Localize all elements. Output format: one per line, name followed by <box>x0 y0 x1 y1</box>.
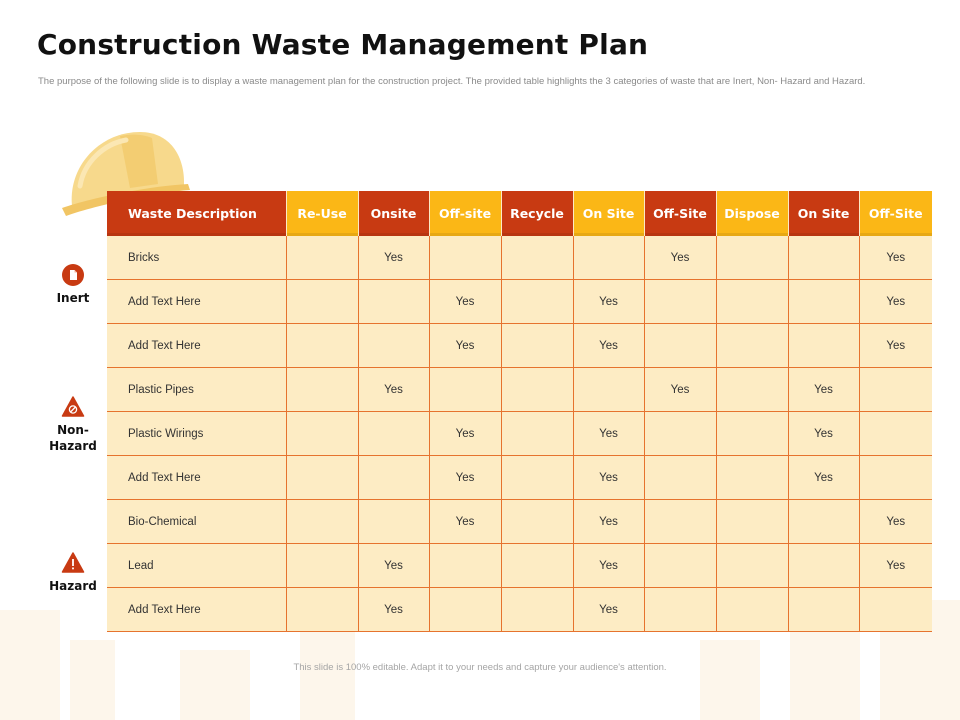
page-title: Construction Waste Management Plan <box>37 28 649 61</box>
table-cell <box>788 280 859 324</box>
column-header: On Site <box>788 191 859 236</box>
table-cell <box>716 500 788 544</box>
table-cell <box>788 236 859 280</box>
table-cell <box>644 456 716 500</box>
table-cell <box>286 324 358 368</box>
exclamation-warning-icon <box>60 552 86 574</box>
table-cell <box>501 412 573 456</box>
waste-description-cell: Add Text Here <box>107 280 286 324</box>
table-cell <box>644 500 716 544</box>
table-cell <box>429 236 501 280</box>
table-cell: Yes <box>644 236 716 280</box>
category-inert-label: Inert <box>56 291 90 305</box>
table-cell <box>286 456 358 500</box>
table-cell <box>286 280 358 324</box>
category-non-hazard <box>38 396 108 454</box>
table-cell <box>429 588 501 632</box>
table-cell: Yes <box>573 456 644 500</box>
footer-note: This slide is 100% editable. Adapt it to your needs and capture your audience's attention. <box>293 662 667 673</box>
table-cell <box>501 236 573 280</box>
table-cell: Yes <box>429 412 501 456</box>
table-cell: Yes <box>429 500 501 544</box>
table-cell: Yes <box>859 324 932 368</box>
table-row <box>107 588 932 632</box>
table-cell <box>573 368 644 412</box>
table-cell <box>358 280 429 324</box>
category-hazard <box>38 552 108 594</box>
table-cell <box>859 412 932 456</box>
table-cell <box>358 456 429 500</box>
table-cell <box>716 412 788 456</box>
table-cell <box>358 324 429 368</box>
column-header: On Site <box>573 191 644 236</box>
table-cell <box>716 456 788 500</box>
table-cell <box>859 368 932 412</box>
table-cell <box>644 588 716 632</box>
column-header: Onsite <box>358 191 429 236</box>
table-cell <box>644 324 716 368</box>
table-row <box>107 280 932 324</box>
table-row <box>107 500 932 544</box>
table-cell: Yes <box>429 456 501 500</box>
table-cell <box>859 588 932 632</box>
table-cell: Yes <box>788 456 859 500</box>
table-cell: Yes <box>859 544 932 588</box>
waste-management-table <box>107 191 932 632</box>
table-cell <box>286 588 358 632</box>
table-cell <box>859 456 932 500</box>
table-cell <box>716 368 788 412</box>
table-cell: Yes <box>788 368 859 412</box>
table-cell <box>286 412 358 456</box>
table-row <box>107 412 932 456</box>
waste-description-cell: Add Text Here <box>107 456 286 500</box>
table-cell <box>501 500 573 544</box>
table-cell <box>716 324 788 368</box>
table-cell: Yes <box>573 412 644 456</box>
table-cell: Yes <box>358 544 429 588</box>
table-cell: Yes <box>358 368 429 412</box>
table-header-row <box>107 191 932 236</box>
table-cell: Yes <box>573 500 644 544</box>
waste-description-cell: Plastic Pipes <box>107 368 286 412</box>
table-cell <box>501 456 573 500</box>
table-cell <box>286 368 358 412</box>
column-header: Re-Use <box>286 191 358 236</box>
table-cell <box>644 280 716 324</box>
table-cell: Yes <box>358 236 429 280</box>
table-cell <box>358 412 429 456</box>
table-cell: Yes <box>573 544 644 588</box>
table-cell: Yes <box>429 280 501 324</box>
table-cell <box>501 544 573 588</box>
table-cell: Yes <box>644 368 716 412</box>
category-non-hazard-label-line1: Non- <box>57 423 89 437</box>
table-row <box>107 456 932 500</box>
table-cell <box>501 324 573 368</box>
table-cell <box>286 500 358 544</box>
column-header: Waste Description <box>107 191 286 236</box>
table-cell <box>286 544 358 588</box>
table-cell: Yes <box>788 412 859 456</box>
table-cell <box>716 280 788 324</box>
column-header: Off-site <box>429 191 501 236</box>
table-cell <box>501 280 573 324</box>
table-cell <box>788 324 859 368</box>
table-cell: Yes <box>429 324 501 368</box>
column-header: Off-Site <box>644 191 716 236</box>
table-cell <box>429 368 501 412</box>
table-cell <box>644 412 716 456</box>
table-cell: Yes <box>573 588 644 632</box>
category-inert <box>38 264 108 306</box>
table-cell <box>788 588 859 632</box>
table-cell <box>286 236 358 280</box>
column-header: Dispose <box>716 191 788 236</box>
waste-description-cell: Add Text Here <box>107 588 286 632</box>
column-header: Recycle <box>501 191 573 236</box>
table-cell: Yes <box>573 324 644 368</box>
table-cell <box>501 588 573 632</box>
table-cell <box>358 500 429 544</box>
table-cell: Yes <box>859 236 932 280</box>
table-cell: Yes <box>859 500 932 544</box>
table-row <box>107 236 932 280</box>
waste-description-cell: Add Text Here <box>107 324 286 368</box>
table-cell <box>716 588 788 632</box>
table-cell <box>716 544 788 588</box>
table-cell <box>644 544 716 588</box>
table-cell <box>788 500 859 544</box>
document-icon <box>62 264 84 286</box>
table-cell <box>788 544 859 588</box>
page-subtitle: The purpose of the following slide is to display a waste management plan for the construction project. The provided table highlights the 3 categories of waste that are Inert, Non- Hazard and Hazard. <box>38 76 866 87</box>
no-symbol-warning-icon <box>60 396 86 418</box>
waste-description-cell: Bricks <box>107 236 286 280</box>
table-row <box>107 368 932 412</box>
table-cell <box>716 236 788 280</box>
table-row <box>107 544 932 588</box>
table-cell: Yes <box>573 280 644 324</box>
table-cell: Yes <box>859 280 932 324</box>
table-cell <box>573 236 644 280</box>
category-non-hazard-label-line2: Hazard <box>49 439 97 453</box>
table-row <box>107 324 932 368</box>
table-cell <box>501 368 573 412</box>
column-header: Off-Site <box>859 191 932 236</box>
table-cell: Yes <box>358 588 429 632</box>
waste-description-cell: Plastic Wirings <box>107 412 286 456</box>
waste-description-cell: Bio-Chemical <box>107 500 286 544</box>
waste-description-cell: Lead <box>107 544 286 588</box>
category-hazard-label: Hazard <box>49 579 97 593</box>
table-cell <box>429 544 501 588</box>
